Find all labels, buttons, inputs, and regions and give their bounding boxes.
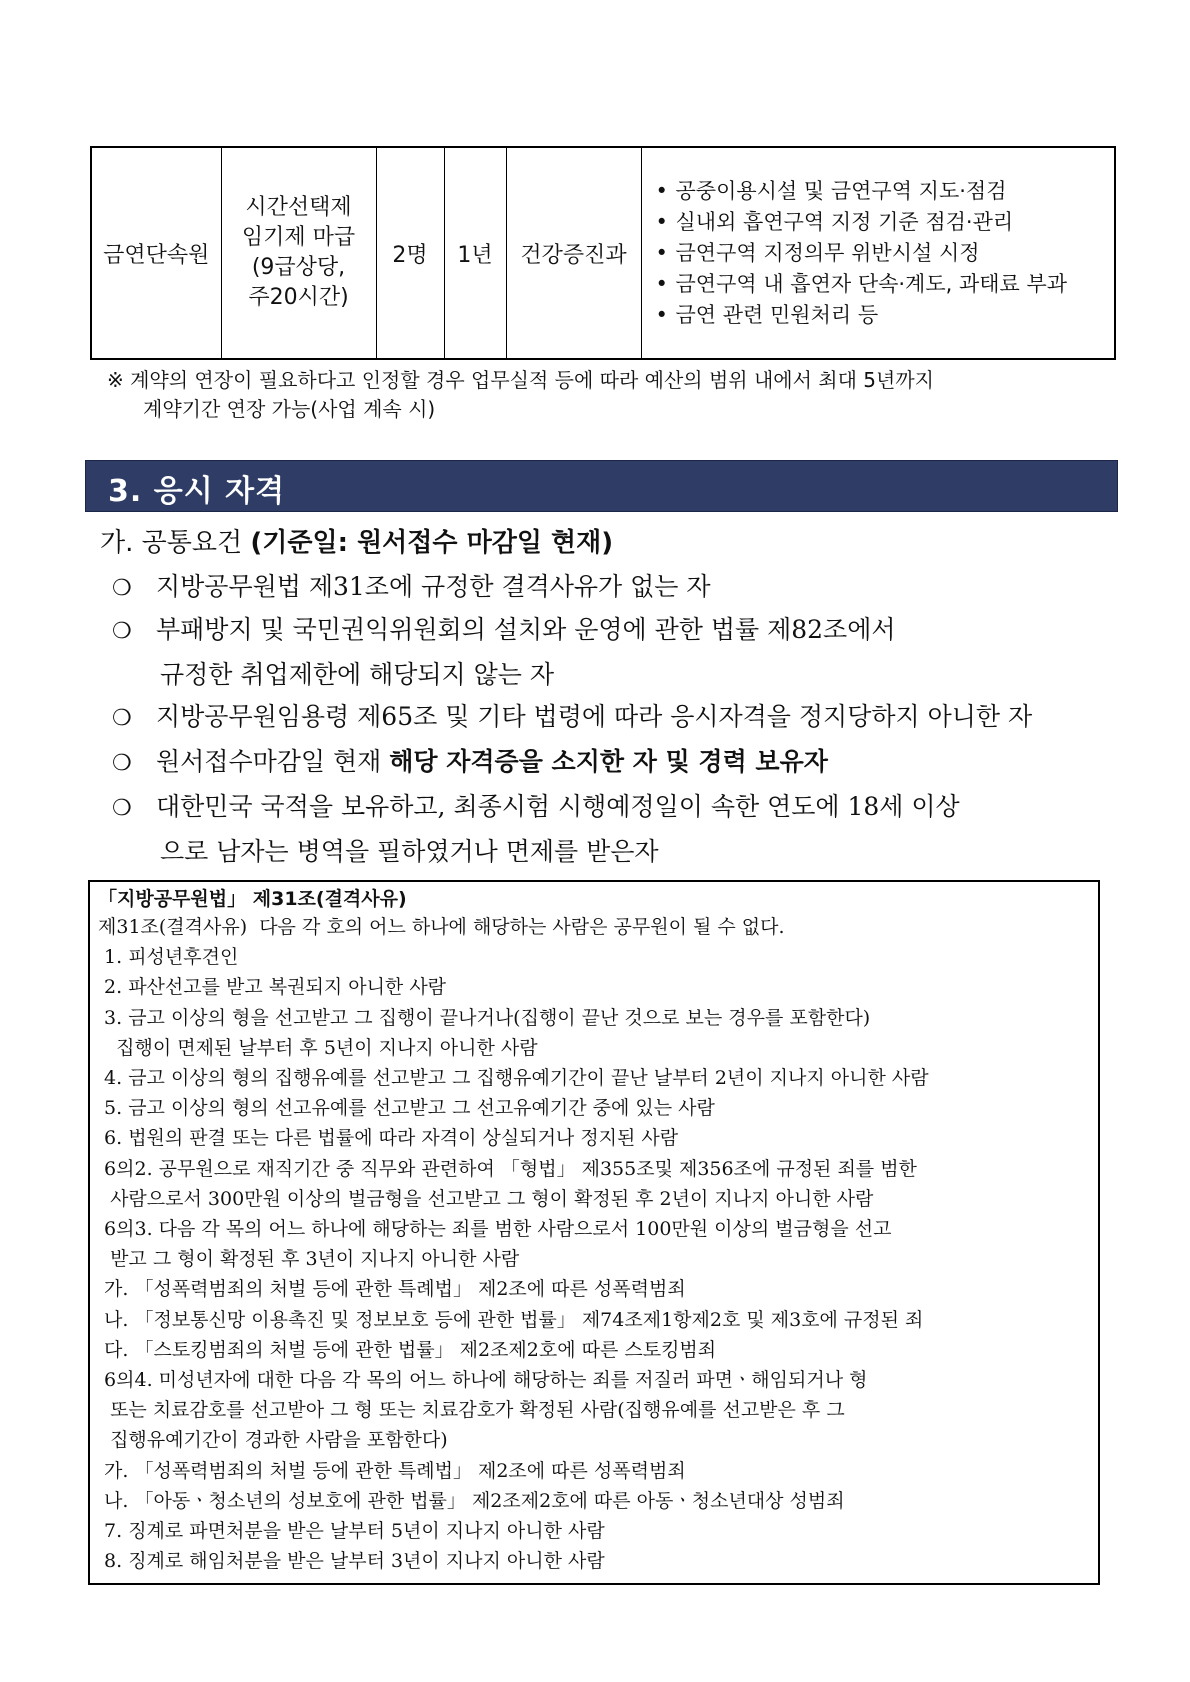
requirement-item: ❍ 지방공무원임용령 제65조 및 기타 법령에 따라 응시자격을 정지당하지 아니한 자 (112, 695, 1032, 740)
law-line: 다. 「스토킹범죄의 처벌 등에 관한 법률」 제2조제2호에 따른 스토킹범죄 (98, 1338, 717, 1361)
requirement-continuation: 규정한 취업제한에 해당되지 않는 자 (160, 660, 555, 689)
law-line: 사람으로서 300만원 이상의 벌금형을 선고받고 그 형이 확정된 후 2년이 지나지 아니한 사람 (98, 1187, 874, 1210)
bullet-icon: • (655, 209, 668, 234)
circle-icon: ❍ (112, 576, 132, 601)
table-row (91, 147, 1115, 359)
duty-item: • 공중이용시설 및 금연구역 지도·점검 (656, 176, 1115, 207)
requirement-item: ❍ 지방공무원법 제31조에 규정한 결격사유가 없는 자 (112, 565, 711, 610)
bullet-icon: • (655, 302, 668, 327)
period-cell: 1년 (444, 147, 506, 359)
subsection-heading (100, 522, 613, 559)
department-cell: 건강증진과 (506, 147, 641, 359)
law-line: 나. 「아동ㆍ청소년의 성보호에 관한 법률」 제2조제2호에 따른 아동ㆍ청소년대상 성범죄 (98, 1489, 845, 1512)
law-line: 집행이 면제된 날부터 후 5년이 지나지 아니한 사람 (98, 1036, 538, 1059)
circle-icon: ❍ (112, 706, 132, 731)
note-line: 계약기간 연장 가능(사업 계속 시) (143, 397, 436, 421)
law-line: 2. 파산선고를 받고 복권되지 아니한 사람 (98, 976, 447, 999)
job-title-cell: 금연단속원 (91, 147, 221, 359)
job-type-line: (9급상당, (251, 255, 346, 280)
duty-item: • 금연구역 지정의무 위반시설 시정 (656, 238, 1115, 269)
headcount-cell: 2명 (376, 147, 444, 359)
law-line: 8. 징계로 해임처분을 받은 날부터 3년이 지나지 아니한 사람 (98, 1550, 605, 1573)
law-line: 6의4. 미성년자에 대한 다음 각 목의 어느 하나에 해당하는 죄를 저질러 파면ㆍ해임되거나 형 (98, 1369, 868, 1391)
duty-item: • 금연구역 내 흡연자 단속·계도, 과태료 부과 (656, 269, 1115, 300)
job-table (90, 146, 1116, 360)
law-line: 6. 법원의 판결 또는 다른 법률에 따라 자격이 상실되거나 정지된 사람 (98, 1127, 679, 1150)
requirement-item: ❍ 원서접수마감일 현재 해당 자격증을 소지한 자 및 경력 보유자 (112, 740, 828, 785)
subsection-basis: (기준일: 원서접수 마감일 현재) (250, 528, 614, 558)
law-line: 받고 그 형이 확정된 후 3년이 지나지 아니한 사람 (98, 1248, 520, 1271)
requirement-item: ❍ 부패방지 및 국민권익위원회의 설치와 운영에 관한 법률 제82조에서 규정한 취업제한에 해당되지 않는 자 (112, 608, 896, 696)
job-type-line: 임기제 마급 (241, 225, 356, 250)
law-line: 6의2. 공무원으로 재직기간 중 직무와 관련하여 「형법」 제355조및 제356조에 규정된 죄를 범한 (98, 1157, 917, 1180)
law-line: 가. 「성폭력범죄의 처벌 등에 관한 특례법」 제2조에 따른 성폭력범죄 (98, 1278, 686, 1301)
law-line: 4. 금고 이상의 형의 집행유예를 선고받고 그 집행유예기간이 끝난 날부터 2년이 지나지 아니한 사람 (98, 1067, 929, 1089)
law-line: 7. 징계로 파면처분을 받은 날부터 5년이 지나지 아니한 사람 (98, 1520, 605, 1542)
section-title: 3. 응시 자격 (108, 474, 286, 509)
law-line: 나. 「정보통신망 이용촉진 및 정보보호 등에 관한 법률」 제74조제1항제2호 및 제3호에 규정된 죄 (98, 1308, 924, 1331)
job-type-line: 시간선택제 (245, 195, 352, 220)
law-line: 6의3. 다음 각 목의 어느 하나에 해당하는 죄를 범한 사람으로서 100만원 이상의 벌금형을 선고 (98, 1218, 892, 1240)
law-line: 가. 「성폭력범죄의 처벌 등에 관한 특례법」 제2조에 따른 성폭력범죄 (98, 1459, 686, 1482)
note-line: ※ 계약의 연장이 필요하다고 인정할 경우 업무실적 등에 따라 예산의 범위 내에서 최대 5년까지 (107, 368, 934, 392)
duty-item: • 금연 관련 민원처리 등 (656, 300, 1115, 331)
circle-icon: ❍ (112, 619, 132, 644)
duty-item: • 실내외 흡연구역 지정 기준 점검·관리 (656, 207, 1115, 238)
requirement-item: ❍ 대한민국 국적을 보유하고, 최종시험 시행예정일이 속한 연도에 18세 이상 으로 남자는 병역을 필하였거나 면제를 받은자 (112, 785, 960, 873)
law-line: 제31조(결격사유) 다음 각 호의 어느 하나에 해당하는 사람은 공무원이 될 수 없다. (98, 916, 785, 938)
job-type-cell (221, 147, 376, 359)
duties-cell (641, 147, 1115, 359)
bullet-icon: • (655, 240, 668, 265)
circle-icon: ❍ (112, 751, 132, 776)
subsection-prefix: 가. 공통요건 (100, 528, 243, 558)
circle-icon: ❍ (112, 796, 132, 821)
requirement-continuation: 으로 남자는 병역을 필하였거나 면제를 받은자 (160, 837, 659, 866)
law-line: 1. 피성년후견인 (98, 946, 239, 969)
requirement-emphasis: 해당 자격증을 소지한 자 및 경력 보유자 (389, 747, 828, 776)
law-line: 집행유예기간이 경과한 사람을 포함한다) (98, 1429, 448, 1452)
law-title: 「지방공무원법」 제31조(결격사유) (98, 888, 407, 910)
law-line: 3. 금고 이상의 형을 선고받고 그 집행이 끝나거나(집행이 끝난 것으로 보는 경우를 포함한다) (98, 1006, 871, 1029)
job-type-line: 주20시간) (248, 285, 349, 310)
bullet-icon: • (655, 271, 668, 296)
law-excerpt-box (88, 880, 1100, 1585)
section-header (85, 460, 1118, 512)
law-line: 또는 치료감호를 선고받아 그 형 또는 치료감호가 확정된 사람(집행유예를 선고받은 후 그 (98, 1399, 845, 1422)
contract-note (107, 366, 1117, 424)
law-line: 5. 금고 이상의 형의 선고유예를 선고받고 그 선고유예기간 중에 있는 사람 (98, 1097, 715, 1120)
bullet-icon: • (655, 178, 668, 203)
